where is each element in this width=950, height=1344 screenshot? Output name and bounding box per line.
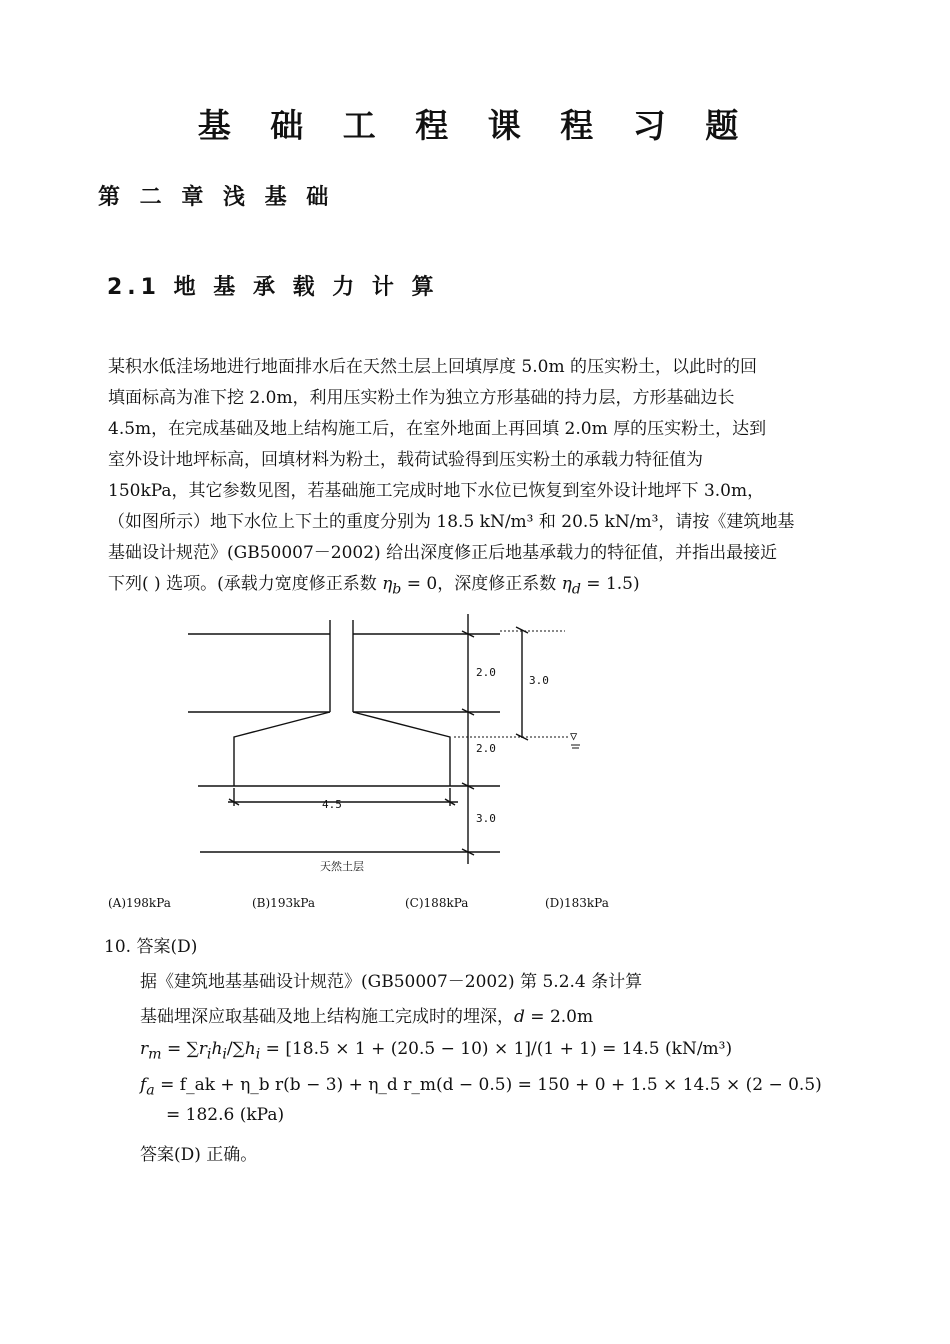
problem-line: 150kPa，其它参数见图，若基础施工完成时地下水位已恢复到室外设计地坪下 3.0m， <box>108 481 765 501</box>
problem-line: 某积水低洼场地进行地面排水后在天然土层上回填厚度 5.0m 的压实粉土，以此时的回 <box>108 357 757 377</box>
problem-line-last: 下列( ) 选项。(承载力宽度修正系数 $\eta_b = 0$，深度修正系数 $\eta_d = 1.5$) <box>108 574 640 598</box>
solution-line-1: 据《建筑地基基础设计规范》(GB50007－2002) 第 5.2.4 条计算 <box>140 972 643 992</box>
solution-conclusion: 答案(D) 正确。 <box>140 1145 258 1165</box>
document-title: 基 础 工 程 课 程 习 题 <box>197 106 753 145</box>
answer-heading: 10. 答案(D) <box>104 937 198 957</box>
problem-line: 基础设计规范》(GB50007－2002) 给出深度修正后地基承载力的特征值，并指出最接近 <box>108 543 778 563</box>
solution-line-2: 基础埋深应取基础及地上结构施工完成时的埋深，d = 2.0m <box>140 1007 594 1027</box>
solution-line-5: = 182.6 (kPa) <box>166 1105 285 1125</box>
natural-soil-label: 天然土层 <box>320 860 364 873</box>
solution-line-4: $f_a$ = f_ak + η_b r(b − 3) + η_d r_m(d − 0.5) = 150 + 0 + 1.5 × 14.5 × (2 − 0.5) <box>140 1075 822 1099</box>
eta-d-symbol: η <box>561 574 572 594</box>
choice-b: (B)193kPa <box>252 896 316 910</box>
problem-line: 填面标高为准下挖 2.0m，利用压实粉土作为独立方形基础的持力层，方形基础边长 <box>108 388 735 408</box>
dim-label-bottom: 3.0 <box>476 812 496 825</box>
footing-outline-right <box>353 712 450 786</box>
dim-label-mid: 2.0 <box>476 742 496 755</box>
dim-label-width: 4.5 <box>322 798 342 811</box>
problem-line: （如图所示）地下水位上下土的重度分别为 18.5 kN/m³ 和 20.5 kN/m³，请按《建筑地基 <box>108 512 795 532</box>
choice-a: (A)198kPa <box>108 896 171 910</box>
section-heading: 2.1 地 基 承 载 力 计 算 <box>107 275 439 300</box>
water-table-icon: ▽ <box>570 729 578 743</box>
problem-line: 4.5m，在完成基础及地上结构施工后，在室外地面上再回填 2.0m 厚的压实粉土，达到 <box>108 419 767 439</box>
choice-c: (C)188kPa <box>405 896 469 910</box>
solution-line-3: $r_m = \sum r_ih_i/\sum h_i = [18.5 \times 1 + (20.5 - 10) \times 1]/(1 + 1) = 14.5$ (kN/m³) <box>140 1039 733 1063</box>
footing-outline <box>234 712 330 786</box>
chapter-heading: 第 二 章 浅 基 础 <box>98 185 335 210</box>
eta-b-symbol: η <box>382 574 393 594</box>
dim-label-water-depth: 3.0 <box>529 674 549 687</box>
problem-line: 室外设计地坪标高，回填材料为粉土，载荷试验得到压实粉土的承载力特征值为 <box>108 450 703 470</box>
dim-label-top: 2.0 <box>476 666 496 679</box>
answer-choices <box>108 896 668 914</box>
foundation-diagram <box>170 600 610 885</box>
choice-d: (D)183kPa <box>545 896 609 910</box>
problem-statement <box>108 352 860 605</box>
